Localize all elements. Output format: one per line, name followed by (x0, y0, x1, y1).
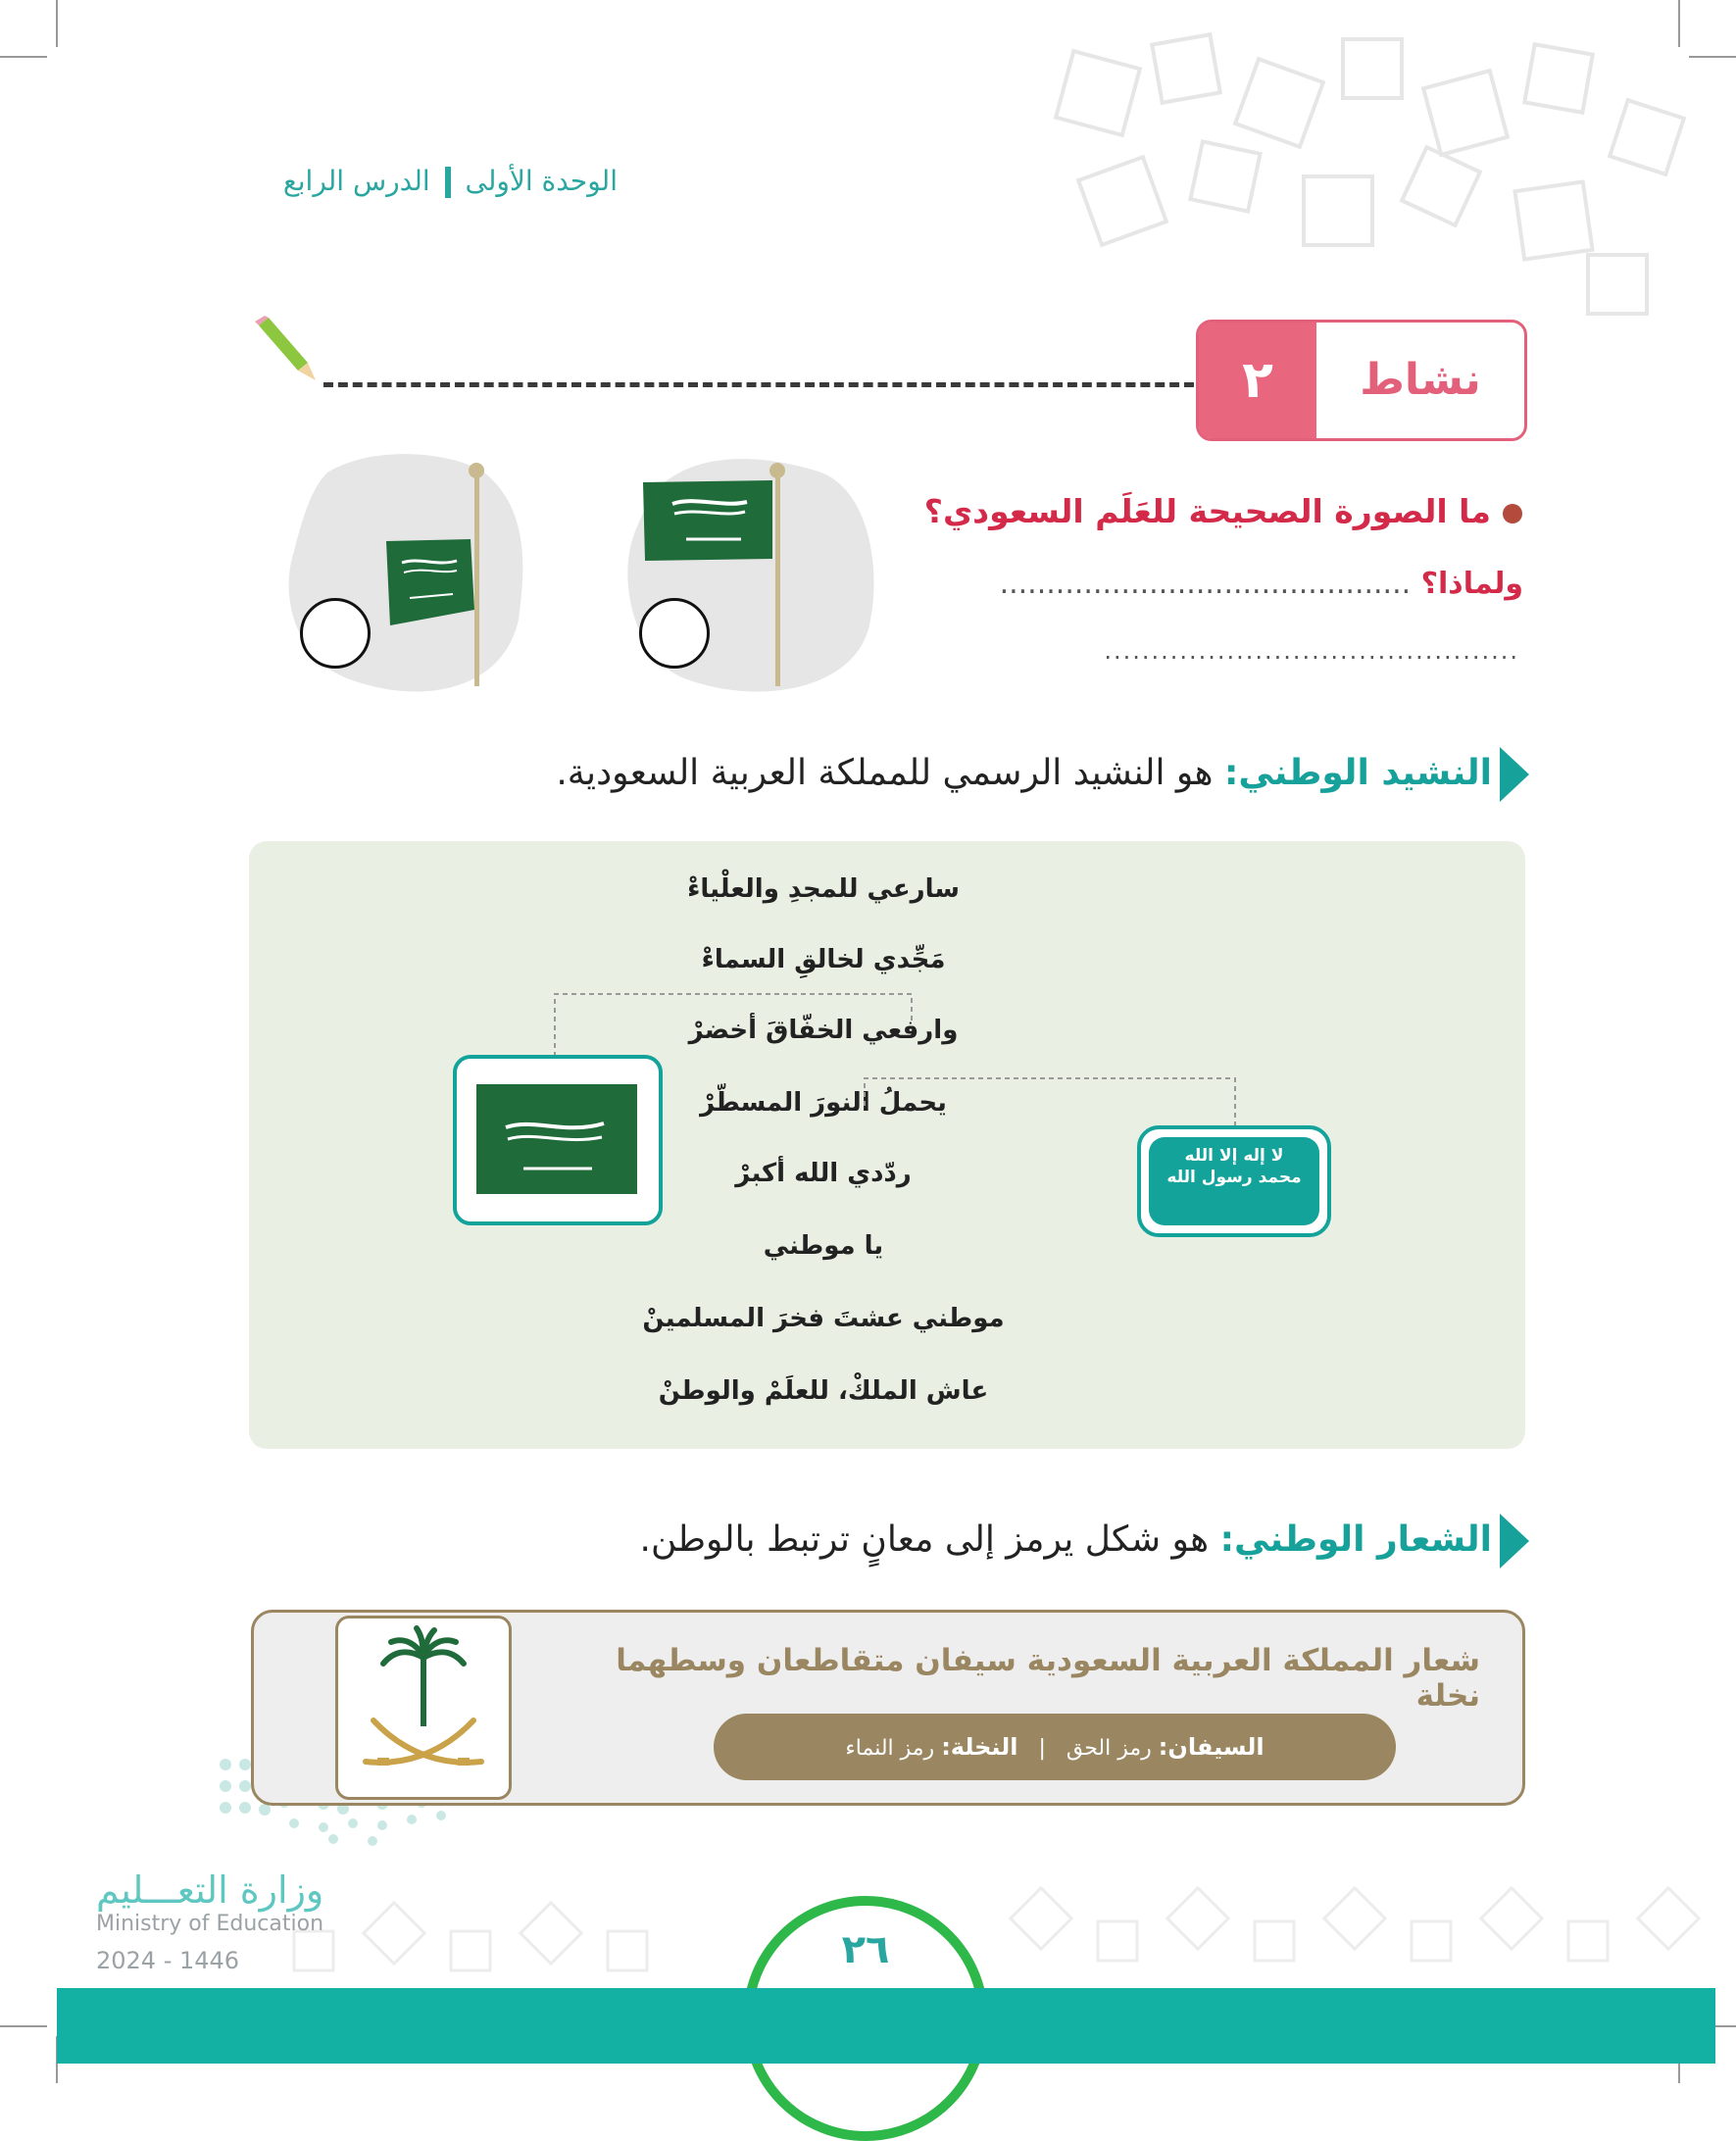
emblem-card (335, 1616, 512, 1800)
palm-label: النخلة: (941, 1733, 1018, 1761)
dashed-divider (323, 382, 1194, 387)
answer-line-1[interactable]: ............................................ (999, 567, 1412, 601)
shahada-line-2: محمد رسول الله (1166, 1168, 1302, 1187)
activity-badge (1196, 320, 1527, 441)
emblem-title: شعار المملكة العربية السعودية سيفان متقاطعان وسطهما نخلة (616, 1643, 1480, 1714)
choice-circle-correct[interactable] (639, 598, 710, 669)
activity-label: نشاط (1360, 355, 1481, 405)
unit-title: الوحدة الأولى (465, 165, 618, 197)
shahada-line-1: لا إله إلا الله (1184, 1146, 1284, 1166)
choice-circle-incorrect[interactable] (300, 598, 371, 669)
verse: مَجِّدي لخالقِ السماءْ (701, 945, 946, 974)
lesson-title: الدرس الرابع (282, 165, 430, 197)
swords-label: السيفان: (1158, 1733, 1265, 1761)
emblem-meanings-pill: السيفان: رمز الحق | النخلة: رمز النماء (714, 1714, 1396, 1780)
anthem-term: النشيد الوطني: (1223, 753, 1492, 793)
swords-meaning: رمز الحق (1066, 1736, 1152, 1761)
verse: موطني عشتَ فخرَ المسلمينْ (642, 1304, 1005, 1333)
chevron-icon (1500, 747, 1529, 802)
flag-frame (453, 1055, 663, 1225)
edition-year: 2024 - 1446 (96, 1947, 240, 1974)
pencil-icon (253, 316, 318, 384)
activity-number: ٢ (1199, 323, 1316, 438)
verse: يا موطني (763, 1231, 884, 1261)
anthem-definition (529, 747, 1529, 802)
page-number: ٢٦ (841, 1927, 890, 1972)
verse: يحملُ النورَ المسطّرْ (700, 1088, 947, 1118)
question (887, 492, 1522, 530)
header-divider (445, 167, 451, 198)
palm-swords-emblem-icon (338, 1618, 509, 1797)
anthem-box (249, 841, 1525, 1449)
emblem-term: الشعار الوطني: (1219, 1519, 1492, 1560)
footer-band (57, 1988, 1715, 2064)
verse: وارفعي الخفّاقَ أخضرْ (688, 1016, 959, 1045)
verse: ردّدي الله أكبرْ (735, 1159, 912, 1188)
bullet-icon (1503, 504, 1522, 523)
verse: سارعي للمجدِ والعلْياءْ (687, 874, 960, 904)
palm-meaning: رمز النماء (845, 1736, 935, 1761)
ministry-name-english: Ministry of Education (96, 1912, 324, 1936)
emblem-definition (529, 1514, 1529, 1568)
verse: عاش الملكْ، للعلَمْ والوطنْ (658, 1376, 989, 1406)
unit-lesson-header (245, 165, 618, 198)
ministry-name-arabic: وزارة التعـــليم (96, 1868, 324, 1912)
shahada-badge (1137, 1125, 1331, 1237)
anthem-definition-text: هو النشيد الرسمي للمملكة العربية السعودية. (556, 753, 1214, 793)
why-line[interactable] (882, 567, 1523, 601)
emblem-definition-text: هو شكل يرمز إلى معانٍ ترتبط بالوطن. (639, 1519, 1210, 1560)
saudi-flag-icon (457, 1059, 659, 1221)
why-label: ولماذا؟ (1420, 567, 1523, 601)
answer-line-2[interactable]: ............................................ (1104, 637, 1519, 665)
question-text: ما الصورة الصحيحة للعَلَم السعودي؟ (923, 492, 1491, 530)
chevron-icon (1500, 1514, 1529, 1568)
